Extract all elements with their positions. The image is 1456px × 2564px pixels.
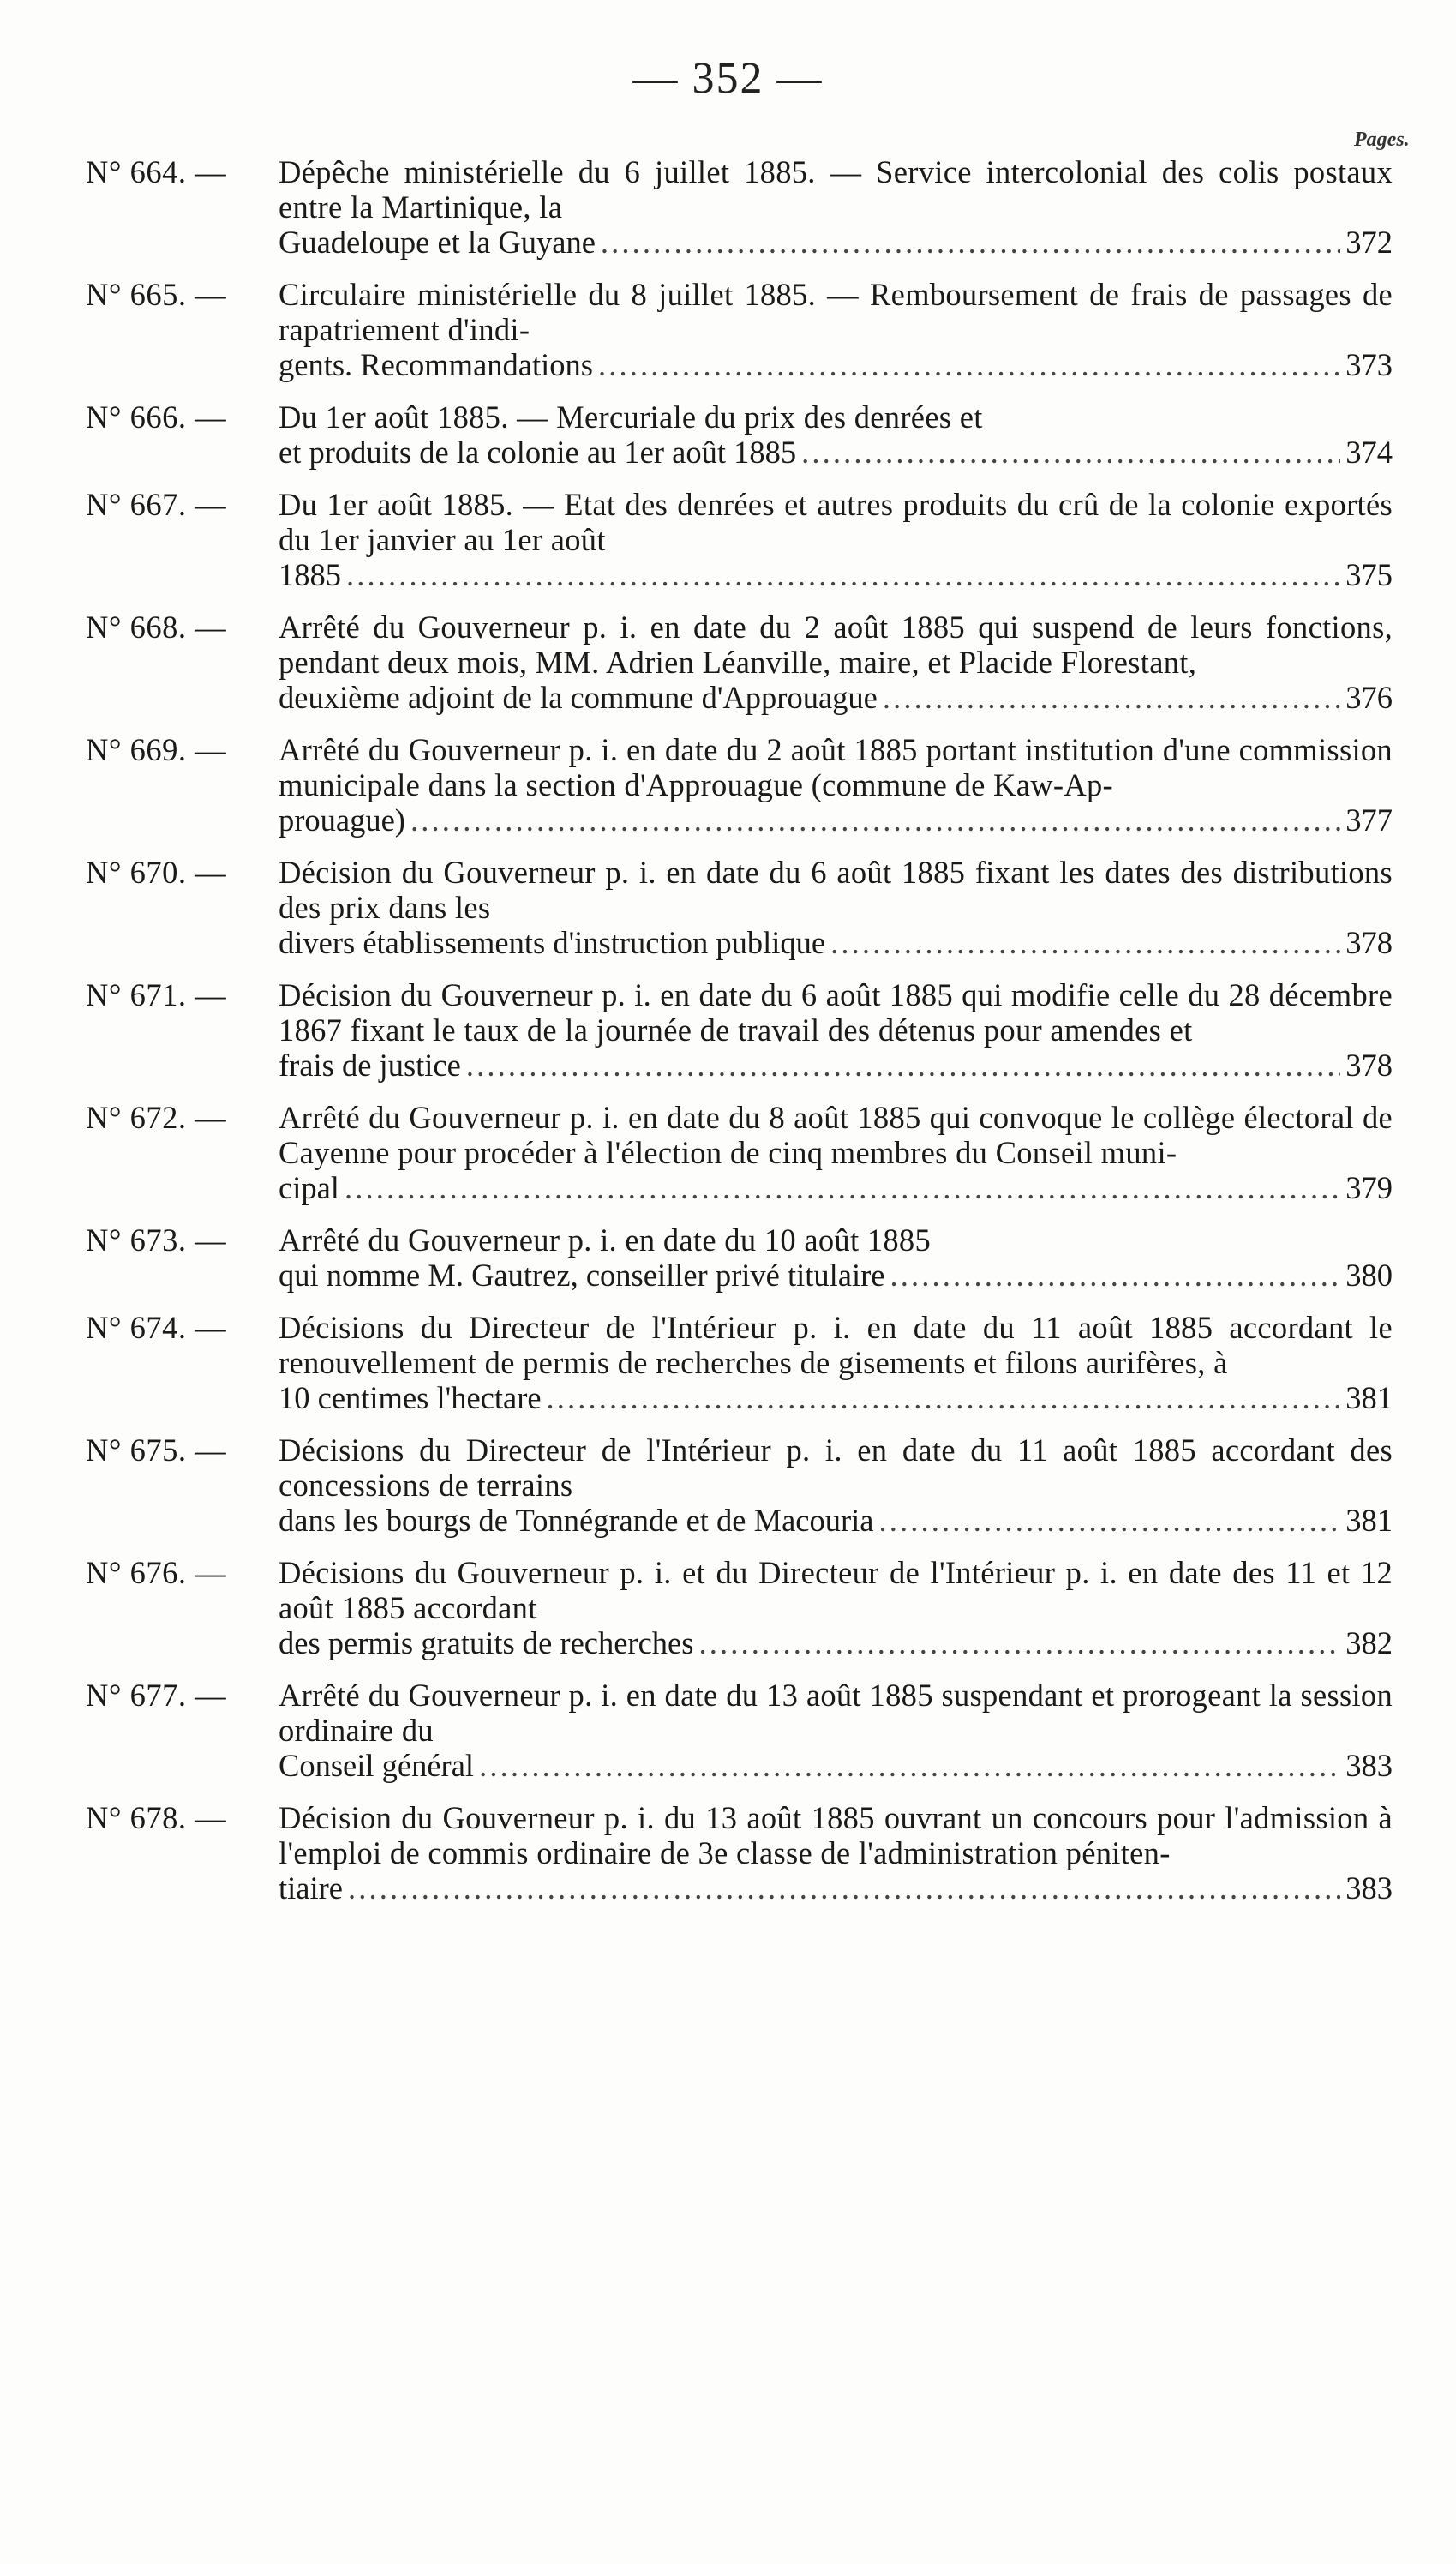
toc-entry	[86, 1678, 1393, 1783]
entry-body	[279, 732, 1393, 838]
entry-last-text: Conseil général	[279, 1748, 475, 1783]
entry-page-ref: 381	[1345, 1380, 1393, 1415]
entry-number: N° 668. —	[86, 609, 227, 645]
entry-body	[279, 277, 1393, 382]
entry-page-ref: 383	[1345, 1748, 1393, 1783]
entry-description: Arrêté du Gouverneur p. i. en date du 2 août 1885 portant institution d'une commission municipale dans la section d'Approuague (commune de Kaw-Ap-	[279, 732, 1393, 802]
entry-page-ref: 378	[1345, 925, 1393, 960]
entry-page-ref: 379	[1345, 1170, 1393, 1205]
entry-body	[279, 609, 1393, 715]
entry-page-ref: 373	[1345, 347, 1393, 382]
entry-last-line	[279, 680, 1393, 715]
entry-description: Du 1er août 1885. — Etat des denrées et autres produits du crû de la colonie exportés du 1er janvier au 1er août	[279, 487, 1393, 557]
toc-entry	[86, 977, 1393, 1083]
entry-last-line	[279, 347, 1393, 382]
entry-last-text: gents. Recommandations	[279, 347, 593, 382]
entry-last-line	[279, 1048, 1393, 1083]
toc-entry	[86, 1800, 1393, 1906]
dot-leader	[346, 557, 1340, 592]
entry-description: Décisions du Gouverneur p. i. et du Directeur de l'Intérieur p. i. en date des 11 et 12 août 1885 accordant	[279, 1555, 1393, 1625]
entry-number: N° 676. —	[86, 1555, 227, 1590]
dot-leader	[878, 1503, 1340, 1538]
dot-leader	[890, 1258, 1340, 1293]
entry-last-line	[279, 925, 1393, 960]
entry-last-text: et produits de la colonie au 1er août 1885	[279, 435, 797, 470]
entry-page-ref: 376	[1345, 680, 1393, 715]
entry-body	[279, 1100, 1393, 1205]
entry-page-ref: 374	[1345, 435, 1393, 470]
entry-number: N° 665. —	[86, 277, 227, 312]
entry-description: Du 1er août 1885. — Mercuriale du prix des denrées et	[279, 399, 983, 435]
entry-last-line	[279, 435, 1393, 470]
page-number: — 352 —	[632, 54, 824, 103]
entry-number: N° 669. —	[86, 732, 227, 767]
entry-body	[279, 1555, 1393, 1660]
entry-last-text: frais de justice	[279, 1048, 461, 1083]
entry-number: N° 666. —	[86, 399, 227, 435]
dot-leader	[410, 802, 1340, 838]
entry-body	[279, 1800, 1393, 1906]
toc-entry	[86, 855, 1393, 960]
dot-leader	[348, 1870, 1340, 1906]
entry-number: N° 667. —	[86, 487, 227, 522]
entry-last-text: des permis gratuits de recherches	[279, 1625, 694, 1660]
entry-number: N° 675. —	[86, 1432, 227, 1468]
entry-last-line	[279, 802, 1393, 838]
toc-entry	[86, 1100, 1393, 1205]
dot-leader	[883, 680, 1340, 715]
entry-last-text: 10 centimes l'hectare	[279, 1380, 542, 1415]
entry-description: Décision du Gouverneur p. i. du 13 août 1885 ouvrant un concours pour l'admission à l'emploi de commis ordinaire de 3e classe de l'administration péniten-	[279, 1800, 1393, 1870]
toc-entry	[86, 154, 1393, 260]
entry-last-text: cipal	[279, 1170, 339, 1205]
entry-body	[279, 855, 1393, 960]
entry-body	[279, 154, 1393, 260]
entry-description: Décision du Gouverneur p. i. en date du 6 août 1885 qui modifie celle du 28 décembre 1867 fixant le taux de la journée de travail des détenus pour amendes et	[279, 977, 1393, 1048]
pages-column-heading: Pages.	[1354, 129, 1410, 151]
entry-last-line	[279, 1170, 1393, 1205]
entry-number: N° 677. —	[86, 1678, 227, 1713]
entry-page-ref: 383	[1345, 1870, 1393, 1906]
entry-last-text: Guadeloupe et la Guyane	[279, 225, 596, 260]
entry-last-text: prouague)	[279, 802, 405, 838]
toc-entry	[86, 277, 1393, 382]
entry-page-ref: 372	[1345, 225, 1393, 260]
entry-last-line	[279, 225, 1393, 260]
entry-last-text: deuxième adjoint de la commune d'Approuague	[279, 680, 878, 715]
entry-last-text: divers établissements d'instruction publique	[279, 925, 826, 960]
toc-entry	[86, 732, 1393, 838]
dot-leader	[466, 1048, 1340, 1083]
entry-description: Décisions du Directeur de l'Intérieur p. i. en date du 11 août 1885 accordant le renouvellement de permis de recherches de gisements et filons aurifères, à	[279, 1310, 1393, 1380]
entry-last-line	[279, 1258, 1393, 1293]
toc-entry	[86, 1432, 1393, 1538]
entry-body	[279, 487, 1393, 592]
dot-leader	[830, 925, 1340, 960]
entry-body	[279, 399, 1393, 470]
dot-leader	[801, 435, 1340, 470]
entry-description: Dépêche ministérielle du 6 juillet 1885. — Service intercolonial des colis postaux entre la Martinique, la	[279, 154, 1393, 225]
dot-leader	[698, 1625, 1340, 1660]
dot-leader	[479, 1748, 1340, 1783]
entry-page-ref: 375	[1345, 557, 1393, 592]
entry-description: Circulaire ministérielle du 8 juillet 1885. — Remboursement de frais de passages de rapatriement d'indi-	[279, 277, 1393, 347]
toc-entry	[86, 487, 1393, 592]
entry-number: N° 672. —	[86, 1100, 227, 1135]
entry-body	[279, 1432, 1393, 1538]
entry-last-line	[279, 1625, 1393, 1660]
dot-leader	[345, 1170, 1340, 1205]
entry-last-line	[279, 1748, 1393, 1783]
entry-number: N° 674. —	[86, 1310, 227, 1345]
table-of-contents	[86, 154, 1393, 1923]
entry-last-line	[279, 1380, 1393, 1415]
toc-entry	[86, 1310, 1393, 1415]
entry-page-ref: 381	[1345, 1503, 1393, 1538]
entry-last-text: 1885	[279, 557, 341, 592]
entry-page-ref: 382	[1345, 1625, 1393, 1660]
dot-leader	[598, 347, 1340, 382]
entry-body	[279, 1222, 1393, 1293]
dot-leader	[601, 225, 1340, 260]
entry-description: Arrêté du Gouverneur p. i. en date du 8 août 1885 qui convoque le collège électoral de Cayenne pour procéder à l'élection de cinq membres du Conseil muni-	[279, 1100, 1393, 1170]
entry-page-ref: 378	[1345, 1048, 1393, 1083]
entry-body	[279, 977, 1393, 1083]
entry-number: N° 671. —	[86, 977, 227, 1012]
entry-body	[279, 1310, 1393, 1415]
entry-last-line	[279, 557, 1393, 592]
entry-description: Décision du Gouverneur p. i. en date du 6 août 1885 fixant les dates des distributions des prix dans les	[279, 855, 1393, 925]
dot-leader	[547, 1380, 1341, 1415]
entry-body	[279, 1678, 1393, 1783]
entry-description: Arrêté du Gouverneur p. i. en date du 13 août 1885 suspendant et prorogeant la session ordinaire du	[279, 1678, 1393, 1748]
entry-description: Décisions du Directeur de l'Intérieur p. i. en date du 11 août 1885 accordant des concessions de terrains	[279, 1432, 1393, 1503]
entry-number: N° 664. —	[86, 154, 227, 189]
toc-entry	[86, 1222, 1393, 1293]
toc-entry	[86, 1555, 1393, 1660]
entry-last-line	[279, 1503, 1393, 1538]
entry-number: N° 670. —	[86, 855, 227, 890]
entry-number: N° 678. —	[86, 1800, 227, 1835]
entry-last-text: dans les bourgs de Tonnégrande et de Macouria	[279, 1503, 874, 1538]
entry-page-ref: 380	[1345, 1258, 1393, 1293]
entry-number: N° 673. —	[86, 1222, 227, 1258]
entry-last-text: qui nomme M. Gautrez, conseiller privé titulaire	[279, 1258, 885, 1293]
entry-last-text: tiaire	[279, 1870, 343, 1906]
entry-description: Arrêté du Gouverneur p. i. en date du 10 août 1885	[279, 1222, 932, 1258]
entry-last-line	[279, 1870, 1393, 1906]
toc-entry	[86, 609, 1393, 715]
toc-entry	[86, 399, 1393, 470]
entry-page-ref: 377	[1345, 802, 1393, 838]
entry-description: Arrêté du Gouverneur p. i. en date du 2 août 1885 qui suspend de leurs fonctions, pendant deux mois, MM. Adrien Léanville, maire, et Placide Florestant,	[279, 609, 1393, 680]
